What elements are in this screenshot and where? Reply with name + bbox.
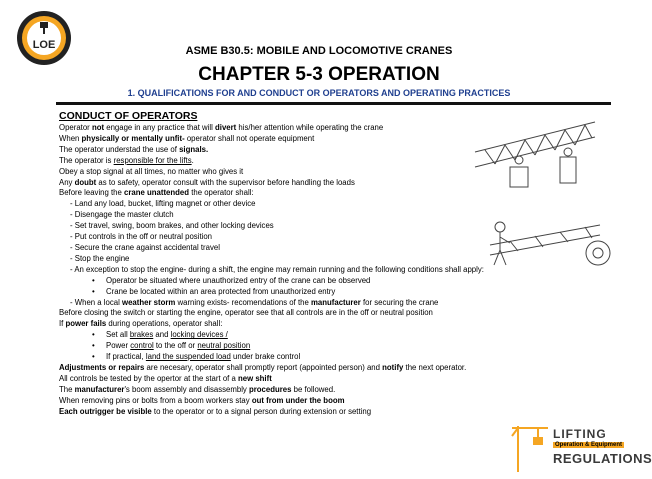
bullet-icon: • <box>92 275 95 285</box>
line-text: as to safety, operator consult with the supervisor before handling the loads <box>96 177 355 187</box>
line-text: the operator shall: <box>189 188 254 198</box>
line-text: Operator <box>59 123 92 132</box>
lifting-logo-line3: REGULATIONS <box>553 451 652 466</box>
line-text: under brake control <box>230 352 301 362</box>
lifting-logo-line1: LIFTING <box>553 427 607 441</box>
list-item <box>59 407 609 418</box>
line-text: are necesary, operator shall promptly report (appointed person) and <box>144 362 383 372</box>
line-text: manufacturer <box>74 384 125 394</box>
line-text: control <box>130 341 154 351</box>
line-text: Each outrigger be visible <box>59 406 152 416</box>
chapter-title: CHAPTER 5-3 OPERATION <box>198 64 440 85</box>
line-text: weather storm <box>122 297 176 307</box>
section-subtitle: 1. QUALIFICATIONS FOR AND CONDUCT OR OPERATORS AND OPERATING PRACTICES <box>127 88 511 98</box>
line-text: Before leaving the <box>59 188 125 198</box>
line-text: to the off or <box>153 341 198 351</box>
line-text: be followed. <box>291 384 336 394</box>
line-text: physically or mentally unfit- <box>81 133 185 143</box>
line-text: If <box>59 319 66 329</box>
list-item <box>59 385 609 396</box>
list-item <box>59 330 609 341</box>
line-text: - Put controls in the off or neutral position <box>70 232 213 242</box>
bullet-icon: • <box>92 341 95 351</box>
line-text: - Set travel, swing, boom brakes, and other locking devices <box>70 221 274 231</box>
line-text: land the suspended load <box>145 352 231 362</box>
line-text: out from under the boom <box>251 395 345 405</box>
list-item <box>59 298 609 309</box>
list-item <box>59 308 609 319</box>
slide-header-standard: ASME B30.5: MOBILE AND LOCOMOTIVE CRANES <box>185 45 453 57</box>
list-item <box>59 287 609 298</box>
line-text: Before closing the switch or starting the engine, operator see that all controls are in the off or neutral position <box>59 308 433 318</box>
list-item <box>59 276 609 287</box>
line-text: crane unattended <box>124 188 190 198</box>
line-text: divert <box>215 123 237 132</box>
line-text: doubt <box>74 177 97 187</box>
list-item <box>59 319 609 330</box>
line-text: during operations, operator shall: <box>106 319 223 329</box>
line-text: The operator understad the use of <box>59 144 180 154</box>
line-text: - Secure the crane against accidental travel <box>70 242 220 252</box>
line-text: the next operator. <box>403 362 467 372</box>
line-text: All controls be tested by the opertor at the start of a <box>59 373 238 383</box>
line-text: 's boom assembly and disassembly <box>124 384 249 394</box>
line-text: procedures <box>249 384 292 394</box>
line-text: Adjustments or repairs <box>59 362 145 372</box>
crane-boom-operator-illustration <box>470 112 600 192</box>
line-text: - Stop the engine <box>70 253 130 263</box>
line-text: Power <box>106 341 131 351</box>
line-text: engage in any practice that will <box>104 123 216 132</box>
line-text: for securing the crane <box>360 297 439 307</box>
lifting-logo-line2: Operation & Equipment <box>555 442 623 448</box>
line-text: Operator be situated where unauthorized entry of the crane can be observed <box>106 275 371 285</box>
line-text: locking devices / <box>170 330 228 340</box>
tower-crane-icon <box>512 426 548 472</box>
line-text: Set all <box>106 330 130 340</box>
list-item <box>59 374 609 385</box>
line-text: new shift <box>238 373 272 383</box>
line-text: When <box>59 133 82 143</box>
line-text: not <box>91 123 105 132</box>
svg-text:LOE: LOE <box>32 39 56 51</box>
header-divider <box>56 102 611 105</box>
line-text: If practical, <box>106 352 146 362</box>
line-text: Obey a stop signal at all times, no matter who gives it <box>59 166 244 176</box>
line-text: to the operator or to a signal person during extension or setting <box>151 406 372 416</box>
line-text: and <box>153 330 171 340</box>
line-text: neutral position <box>197 341 251 351</box>
line-text: brakes <box>129 330 154 340</box>
bullet-icon: • <box>92 352 95 362</box>
crane-pin-removal-illustration <box>480 205 610 275</box>
section-title: CONDUCT OF OPERATORS <box>59 110 198 122</box>
list-item <box>59 363 609 374</box>
list-item <box>59 341 609 352</box>
line-text: - Land any load, bucket, lifting magnet or other device <box>70 199 256 209</box>
line-text: his/her attention while operating the crane <box>236 123 384 132</box>
line-text: - When a local <box>70 297 123 307</box>
line-text: When removing pins or bolts from a boom workers stay <box>59 395 252 405</box>
line-text: - An exception to stop the engine- during a shift, the engine may remain running and the following conditions shall apply: <box>70 264 484 274</box>
line-text: power fails <box>65 319 107 329</box>
line-text: notify <box>382 362 404 372</box>
line-text: The operator is <box>59 155 114 165</box>
loe-logo <box>14 8 74 68</box>
line-text: . <box>191 155 194 165</box>
line-text: Any <box>59 177 75 187</box>
line-text: warning exists- recomendations of the <box>175 297 311 307</box>
line-text: The <box>59 384 75 394</box>
bullet-icon: • <box>92 286 95 296</box>
line-text: Crane be located within an area protected from unauthorized entry <box>106 286 336 296</box>
line-text: manufacturer <box>310 297 361 307</box>
list-item <box>59 396 609 407</box>
line-text: operator shall not operate equipment <box>184 133 315 143</box>
line-text: - Disengage the master clutch <box>70 210 174 220</box>
line-text: signals. <box>179 144 209 154</box>
list-item <box>59 352 609 363</box>
bullet-icon: • <box>92 330 95 340</box>
line-text: responsible for the lifts <box>113 155 192 165</box>
